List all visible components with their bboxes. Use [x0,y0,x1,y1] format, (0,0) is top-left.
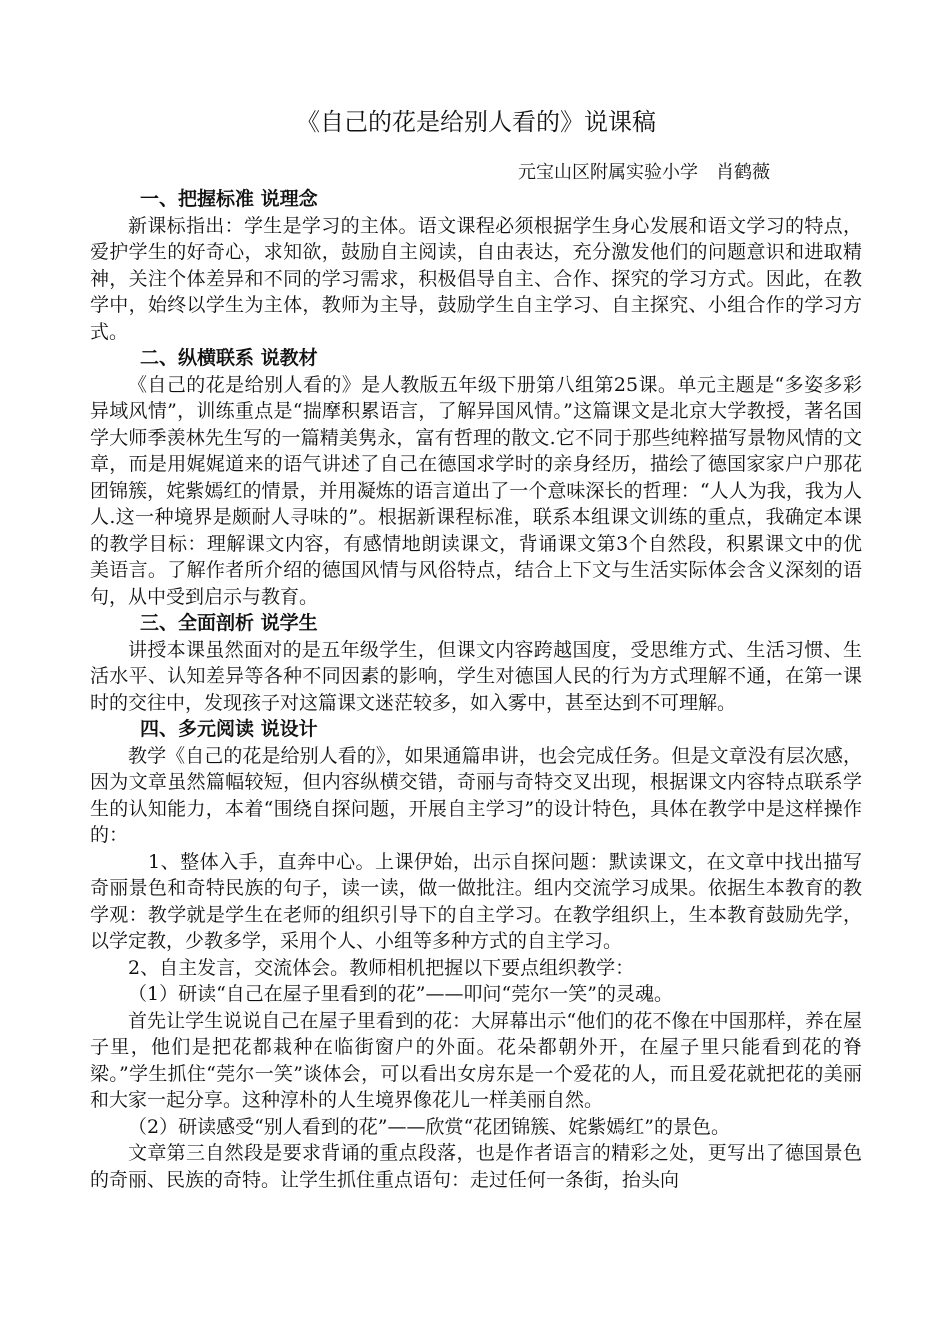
paragraph: 新课标指出：学生是学习的主体。语文课程必须根据学生身心发展和语文学习的特点，爱护学生的好奇心，求知欲，鼓励自主阅读，自由表达，充分激发他们的问题意识和进取精神，关注个体差异和不同的学习需求，积极倡导自主、合作、探究的学习方式。因此，在教学中，始终以学生为主体，教师为主导，鼓励学生自主学习、自主探究、小组合作的学习方式。 [90,214,862,343]
document-title: 《自己的花是给别人看的》说课稿 [296,108,656,136]
document-body [90,186,862,1193]
paragraph: 《自己的花是给别人看的》是人教版五年级下册第八组第25课。单元主题是“多姿多彩异域风情”，训练重点是“揣摩积累语言，了解异国风情。”这篇课文是北京大学教授，著名国学大师季羡林先生写的一篇精美隽永，富有哲理的散文.它不同于那些纯粹描写景物风情的文章，而是用娓娓道来的语气讲述了自己在德国求学时的亲身经历，描绘了德国家家户户那花团锦簇，姹紫嫣红的情景，并用凝炼的语言道出了一个意味深长的哲理：“人人为我，我为人人.这一种境界是颇耐人寻味的”。根据新课程标准，联系本组课文训练的重点，我确定本课的教学目标：理解课文内容，有感情地朗读课文，背诵课文第3个自然段，积累课文中的优美语言。了解作者所介绍的德国风情与风俗特点，结合上下文与生活实际体会含义深刻的语句，从中受到启示与教育。 [90,373,862,608]
paragraph: 首先让学生说说自己在屋子里看到的花：大屏幕出示“他们的花不像在中国那样，养在屋子里，他们是把花都栽种在临街窗户的外面。花朵都朝外开，在屋子里只能看到花的脊梁。”学生抓住“莞尔一笑”谈体会，可以看出女房东是一个爱花的人，而且爱花就把花的美丽和大家一起分享。这种淳朴的人生境界像花儿一样美丽自然。 [90,1009,862,1111]
paragraph: 教学《自己的花是给别人看的》，如果通篇串讲，也会完成任务。但是文章没有层次感，因为文章虽然篇幅较短，但内容纵横交错，奇丽与奇特交叉出现，根据课文内容特点联系学生的认知能力，本着“围绕自探问题，开展自主学习”的设计特色，具体在教学中是这样操作的： [90,744,862,846]
paragraph: 2、自主发言，交流体会。教师相机把握以下要点组织教学： [128,956,635,979]
paragraph: （2）研读感受“别人看到的花”——欣赏“花团锦簇、姹紫嫣红”的景色。 [128,1115,730,1138]
author-line: 元宝山区附属实验小学 肖鹤薇 [518,162,770,183]
paragraph: 讲授本课虽然面对的是五年级学生，但课文内容跨越国度，受思维方式、生活习惯、生活水平、认知差异等各种不同因素的影响，学生对德国人民的行为方式理解不通，在第一课时的交往中，发现孩子对这篇课文迷茫较多，如入雾中，甚至达到不可理解。 [90,638,862,714]
section-heading: 三、全面剖析 说学生 [140,612,318,634]
section-heading: 四、多元阅读 说设计 [140,718,318,740]
paragraph: （1）研读“自己在屋子里看到的花”——叩问“莞尔一笑”的灵魂。 [128,983,673,1005]
paragraph: 1、整体入手，直奔中心。上课伊始，出示自探问题：默读课文，在文章中找出描写奇丽景色和奇特民族的句子，读一读，做一做批注。组内交流学习成果。依据生本教育的教学观：教学就是学生在老师的组织引导下的自主学习。在教学组织上，生本教育鼓励先学，以学定教，少教多学，采用个人、小组等多种方式的自主学习。 [90,850,862,952]
section-heading: 二、纵横联系 说教材 [140,347,318,369]
section-heading: 一、把握标准 说理念 [140,188,318,210]
paragraph: 文章第三自然段是要求背诵的重点段落，也是作者语言的精彩之处，更写出了德国景色的奇丽、民族的奇特。让学生抓住重点语句：走过任何一条街，抬头向 [90,1142,862,1191]
document-page [90,0,862,1344]
